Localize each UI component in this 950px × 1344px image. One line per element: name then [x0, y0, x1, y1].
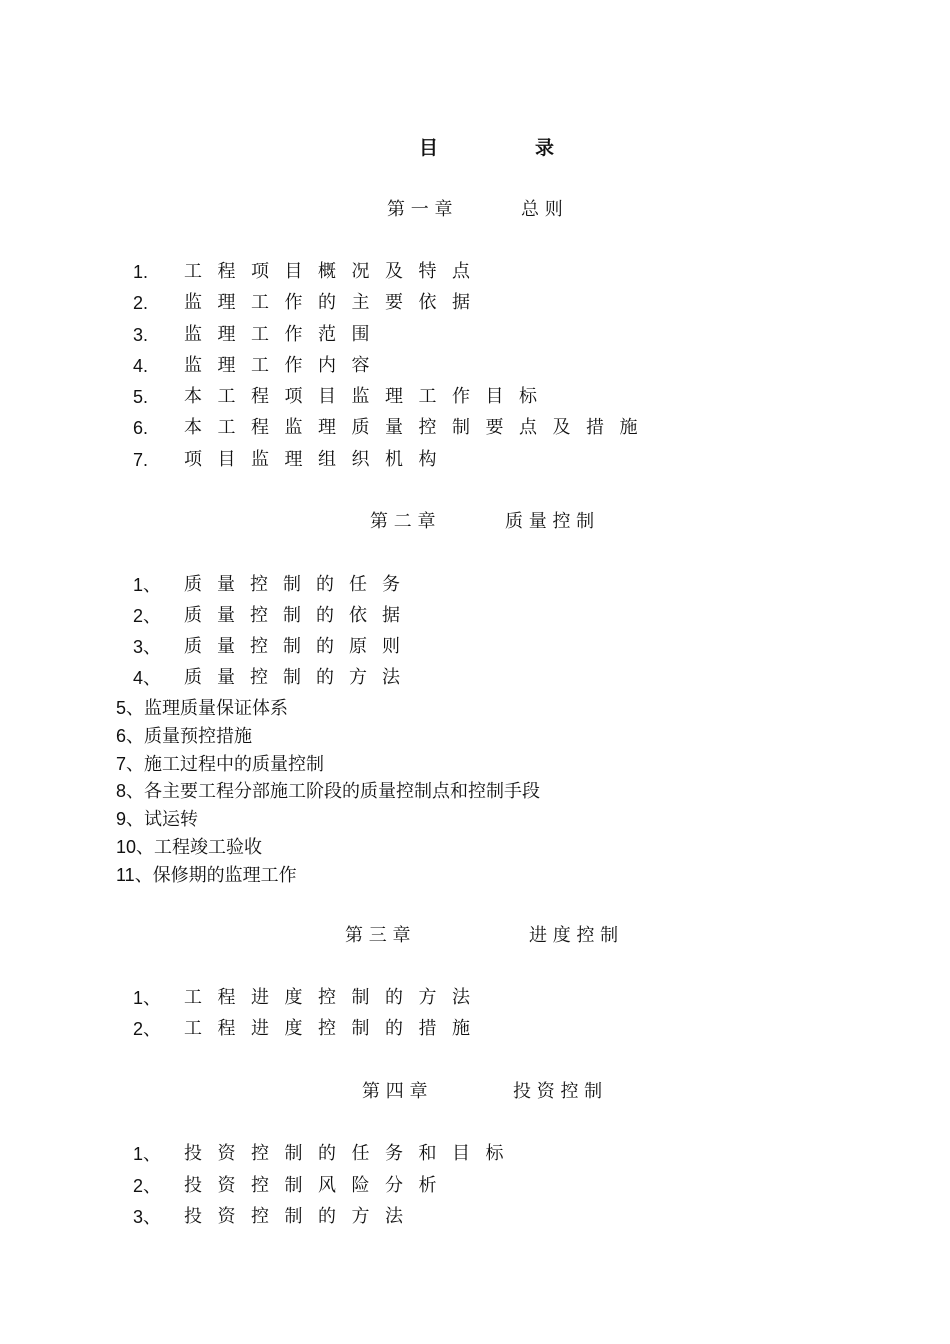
- toc-item-text: 工程进度控制的方法: [184, 987, 486, 1008]
- toc-item-text: 、质量预控措施: [126, 726, 253, 747]
- toc-item-number: 1、: [133, 575, 162, 595]
- toc-item-text: 投资控制风险分析: [184, 1175, 452, 1196]
- toc-item-text: 质量控制的方法: [184, 667, 415, 688]
- toc-plain-item: [116, 808, 198, 831]
- toc-plain-item: [116, 780, 540, 803]
- toc-item-number: 11: [116, 865, 135, 885]
- toc-item-number: 1、: [133, 988, 162, 1008]
- toc-item-number: 3.: [133, 325, 149, 345]
- chapter-3-name: 进 度 控 制: [529, 925, 619, 946]
- toc-item-text: 质量控制的任务: [184, 574, 415, 595]
- toc-item-number: 7: [116, 754, 127, 774]
- toc-item-text: 投资控制的任务和目标: [184, 1143, 519, 1164]
- toc-item-number: 9: [116, 809, 127, 829]
- toc-item-text: 质量控制的原则: [184, 636, 415, 657]
- chapter-2-name: 质 量 控 制: [505, 511, 595, 532]
- toc-item-text: 投资控制的方法: [184, 1206, 419, 1227]
- toc-item-number: 5.: [133, 387, 149, 407]
- toc-item-number: 5: [116, 698, 127, 718]
- toc-title-left: 目: [419, 137, 439, 159]
- toc-item-number: 2.: [133, 293, 149, 313]
- toc-item-number: 1.: [133, 262, 149, 282]
- toc-item-text: 监理工作内容: [184, 355, 385, 376]
- chapter-4-name: 投 资 控 制: [513, 1081, 603, 1102]
- toc-title-right: 录: [535, 137, 555, 159]
- toc-item-text: 项目监理组织机构: [184, 449, 452, 470]
- toc-item-number: 4.: [133, 356, 149, 376]
- chapter-4-heading: 第 四 章: [362, 1081, 428, 1102]
- toc-item-number: 7.: [133, 450, 149, 470]
- toc-item-text: 、各主要工程分部施工阶段的质量控制点和控制手段: [126, 781, 541, 802]
- toc-item-number: 2、: [133, 1019, 162, 1039]
- toc-item-text: 工程进度控制的措施: [184, 1018, 486, 1039]
- toc-item-number: 10: [116, 837, 137, 857]
- toc-item-text: 、保修期的监理工作: [134, 865, 297, 886]
- toc-item-number: 6.: [133, 418, 149, 438]
- toc-item-text: 质量控制的依据: [184, 605, 415, 626]
- toc-plain-item: [116, 725, 252, 748]
- toc-item-number: 6: [116, 726, 127, 746]
- toc-item-number: 2、: [133, 606, 162, 626]
- chapter-1-name: 总 则: [521, 199, 563, 220]
- toc-item-text: 、工程竣工验收: [136, 837, 263, 858]
- toc-plain-item: [116, 753, 324, 776]
- toc-item-number: 3、: [133, 1207, 162, 1227]
- toc-plain-item: [116, 836, 262, 859]
- toc-item-text: 工程项目概况及特点: [184, 261, 486, 282]
- toc-item-text: 、试运转: [126, 809, 199, 830]
- chapter-3-heading: 第 三 章: [345, 925, 411, 946]
- toc-item-number: 4、: [133, 668, 162, 688]
- toc-item-number: 3、: [133, 637, 162, 657]
- chapter-1-heading: 第 一 章: [387, 199, 453, 220]
- toc-item-number: 1、: [133, 1144, 162, 1164]
- toc-plain-item: [116, 864, 297, 887]
- toc-item-text: 本工程项目监理工作目标: [184, 386, 553, 407]
- toc-plain-item: [116, 697, 288, 720]
- toc-item-number: 2、: [133, 1176, 162, 1196]
- toc-item-text: 本工程监理质量控制要点及措施: [184, 417, 653, 438]
- toc-item-text: 监理工作的主要依据: [184, 292, 486, 313]
- chapter-2-heading: 第 二 章: [370, 511, 436, 532]
- toc-item-text: 、施工过程中的质量控制: [126, 754, 325, 775]
- toc-item-text: 、监理质量保证体系: [126, 698, 289, 719]
- toc-item-number: 8: [116, 781, 127, 801]
- toc-item-text: 监理工作范围: [184, 324, 385, 345]
